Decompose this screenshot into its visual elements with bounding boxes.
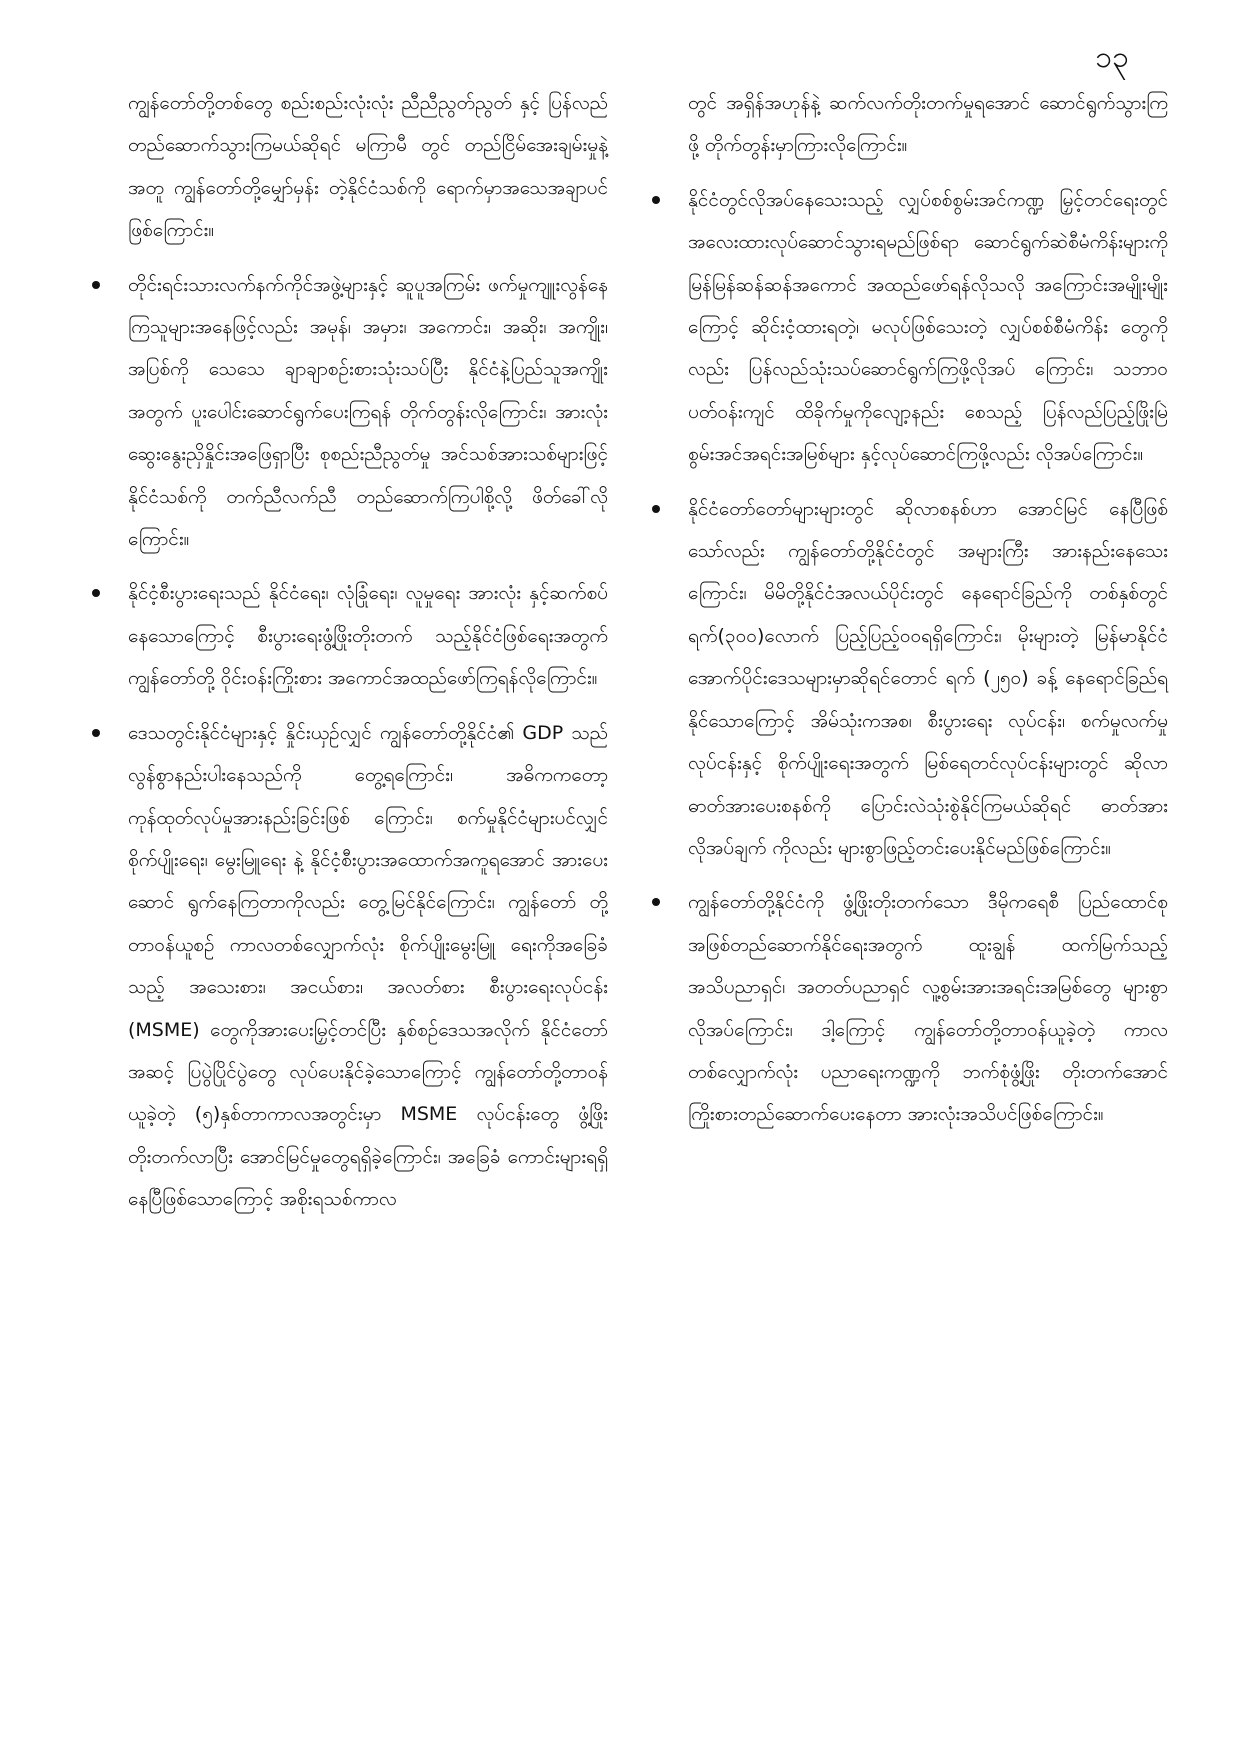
text-line: ချာချာစဉ်းစားသုံးသပ်ပြီး နိုင်ငံနဲ့ပြည်သူအကျိုးအတွက်	[128, 358, 608, 423]
text-line: နေရောင်ခြည်ရနိုင်သောကြောင့် အိမ်သုံးကအစ၊ စီးပွားရေး	[688, 667, 1168, 732]
text-line: တွင် တည်ငြိမ်အေးချမ်းမှုနဲ့အတူ ကျွန်တော်တို့မျှော်မှန်း	[128, 134, 608, 199]
text-line: နိုင်ငံတော်တော်များများတွင် ဆိုလာစနစ်ဟာ အောင်မြင်	[688, 497, 1088, 520]
text-line: မြှင့်တင်ရေးတွင် အလေးထားလုပ်ဆောင်သွားရမည်ဖြစ်ရာ	[688, 188, 1168, 254]
text-line: ဆိုင်းငံ့ထားရတဲ့၊ မလုပ်ဖြစ်သေးတဲ့ လျှပ်စစ်စီမံကိန်း	[751, 316, 1109, 339]
text-line: အင်သစ်အားသစ်များဖြင့် နိုင်ငံသစ်ကို တက်ညီလက်ညီ	[128, 443, 608, 508]
text-line: ဆောင်ရွက်ဆဲစီမံကိန်းများကို မြန်မြန်ဆန်ဆန်အကောင်	[688, 231, 1168, 296]
text-line: ရွက်နေကြတာကိုလည်း တွေ့မြင်နိုင်ကြောင်း၊ ကျွန်တော်	[187, 891, 577, 914]
page-number: ၁၃	[1095, 40, 1129, 75]
bullet-icon	[92, 281, 100, 289]
text-line: အဓိကကတော့ ကုန်ထုတ်လုပ်မှုအားနည်းခြင်းဖြစ်	[128, 764, 609, 829]
text-line: အားလုံးဆွေးနွေးညှိနှိုင်းအဖြေရှာပြီး စုစည်းညီညွတ်မှု	[128, 400, 608, 466]
text-line: နိုင်ငံ့စီးပွားရေးသည် နိုင်ငံရေး၊ လုံခြုံရေး၊ လူမှုရေး အားလုံး	[128, 582, 522, 605]
bullet-item	[128, 264, 608, 561]
bullet-icon	[652, 196, 660, 204]
text-line: သည့်နိုင်ငံဖြစ်ရေးအတွက် ကျွန်တော်တို့ ဝိုင်းဝန်းကြိုးစား	[128, 624, 608, 690]
text-line: လုပ်ပေးနိုင်ခဲ့သောကြောင့် ကျွန်တော်တို့တာဝန်ယူခဲ့တဲ့	[128, 1060, 608, 1126]
bullet-item	[128, 572, 608, 699]
text-line: အားနည်းနေသေးကြောင်း၊ မိမိတို့နိုင်ငံအလယ်ပိုင်းတွင်	[688, 540, 1168, 605]
text-line: လူ့စွမ်းအားအရင်းအမြစ်တွေ များစွာလိုအပ်ကြောင်း၊	[688, 976, 1168, 1041]
text-line: မြစ်ရေတင်လုပ်ငန်းများတွင် ဆိုလာဓာတ်အားပေးစနစ်ကို	[688, 752, 1168, 817]
text-line: ကိုလည်း များစွာဖြည့်တင်းပေးနိုင်မည်ဖြစ်ကြောင်း။	[772, 836, 1112, 859]
bullet-item	[688, 881, 1168, 1135]
text-line: GDP သည် လွန်စွာနည်းပါးနေသည်ကို တွေ့ရကြောင်း၊	[128, 721, 608, 787]
bullet-icon	[652, 898, 660, 906]
bullet-item	[688, 488, 1168, 870]
bullet-item	[688, 179, 1168, 476]
text-line: နေရောင်ခြည်ကို တစ်နှစ်တွင် ရက်(၃၀၀)လောက်	[688, 582, 1169, 647]
text-line: (၅)နှစ်တာကာလအတွင်းမှာ MSME လုပ်ငန်းတွေ ဖွံ့ဖြိုး	[194, 1103, 608, 1126]
bullet-icon	[92, 729, 100, 737]
text-line: ပြည်ထောင်စုအဖြစ်တည်ဆောက်နိုင်ရေးအတွက် ထူးချွန်	[688, 891, 1168, 956]
text-line: စေသည့် ပြန်လည်ပြည့်ဖြိုးမြဲ စွမ်းအင်အရင်းအမြစ်များ	[688, 400, 1168, 466]
text-line: ဒေသတွင်းနိုင်ငံများနှင့် နှိုင်းယှဉ်လျှင် ကျွန်တော်တို့နိုင်ငံ၏	[128, 721, 515, 744]
text-line: ပြောင်းလဲသုံးစွဲနိုင်ကြမယ်ဆိုရင် ဓာတ်အားလိုအပ်ချက်	[688, 794, 1169, 859]
text-line: တွင် အရှိန်အဟုန်နဲ့ ဆက်လက်တိုးတက်မှုရအောင်	[688, 92, 1031, 114]
text-line: ကောင်းများရရှိနေပြီဖြစ်သောကြောင့် အစိုးရသစ်ကာလ	[128, 1145, 608, 1211]
text-line: ကြောင်း၊ သဘာဝပတ်ဝန်းကျင် ထိခိုက်မှုကိုလျော့နည်း	[688, 358, 1168, 423]
text-line: ပြည့်ပြည့်ဝဝရရှိကြောင်း၊ မိုးများတဲ့ မြန်မာနိုင်ငံ	[835, 624, 1168, 647]
text-line: ရေးကိုအခြေခံသည့် အသေးစား၊ အငယ်စား၊ အလတ်စား	[128, 933, 608, 999]
text-line: တိုင်းရင်းသားလက်နက်ကိုင်အဖွဲ့များနှင့် ဆူပူအကြမ်း	[128, 273, 481, 296]
text-line: အမှား၊ အကောင်း၊ အဆိုး၊ အကျိုး၊ အပြစ်ကို သေသေ	[128, 316, 609, 381]
text-line: နဲ့ နိုင်ငံ့စီးပွားအထောက်အကူရအောင် အားပေးဆောင်	[128, 848, 609, 914]
left-continuation-paragraph	[128, 82, 608, 252]
text-line: တည်ဆောက်ကြပါစို့လို့ ဖိတ်ခေါ်လိုကြောင်း။	[128, 485, 608, 551]
text-line: အောက်ပိုင်းဒေသများမှာဆိုရင်တောင် ရက် (၂၅၀) ခန့်	[688, 667, 1058, 690]
text-line: တိုးတက်အောင် ကြိုးစားတည်ဆောက်ပေးနေတာ	[688, 1060, 1168, 1126]
text-line: လုပ်ငန်း၊ စက်မှုလက်မှုလုပ်ငန်းနှင့် စိုက်ပျိုးရေးအတွက်	[688, 709, 1168, 775]
text-line: တစ်လျှောက်လုံး ပညာရေးကဏ္ဍကို ဘက်စုံဖွံ့ဖြိုး	[688, 1060, 1040, 1083]
text-line: ကြောင်း၊ စက်မှုနိုင်ငံများပင်လျှင် စိုက်ပျိုးရေး၊ မွေးမြူရေး	[128, 806, 608, 871]
text-line: ဖက်မှုကျူးလွန်နေကြသူများအနေဖြင့်လည်း အမုန်၊	[128, 273, 608, 339]
text-line: နေပြီဖြစ်သော်လည်း ကျွန်တော်တို့နိုင်ငံတွင် အများကြီး	[688, 497, 1168, 563]
text-line: နှင့်ဆက်စပ်နေသောကြောင့် စီးပွားရေးဖွံ့ဖြိုးတိုးတက်	[128, 582, 608, 647]
text-line: တိုးတက်လာပြီး အောင်မြင်မှုတွေရရှိခဲ့ကြောင်း၊ အခြေခံ	[128, 1145, 501, 1168]
bullet-item	[128, 712, 608, 1221]
text-line: ပူးပေါင်းဆောင်ရွက်ပေးကြရန် တိုက်တွန်းလိုကြောင်း၊	[191, 400, 547, 423]
text-line: အထည်ဖော်ရန်လိုသလို အကြောင်းအမျိုးမျိုးကြောင့်	[688, 273, 1168, 339]
text-line: ကျွန်တော်တို့နိုင်ငံကို ဖွံ့ဖြိုးတိုးတက်သော ဒီမိုကရေစီ	[688, 891, 1059, 914]
bullet-icon	[652, 505, 660, 513]
text-line: နှစ်စဉ်ဒေသအလိုက် နိုင်ငံတော်အဆင့် ပြပွဲပြိုင်ပွဲတွေ	[128, 1018, 608, 1083]
bullet-icon	[92, 589, 100, 597]
text-line: စီးပွားရေးလုပ်ငန်း (MSME) တွေကိုအားပေးမြှင့်တင်ပြီး	[128, 976, 608, 1041]
text-line: နှင့်လုပ်ဆောင်ကြဖို့လည်း လိုအပ်ကြောင်း။	[860, 443, 1144, 466]
text-line: တဲ့နိုင်ငံသစ်ကို ရောက်မှာအသေအချာပင်ဖြစ်ကြောင်း။	[128, 176, 608, 242]
text-line: ကျွန်တော်တို့တစ်တွေ စည်းစည်းလုံးလုံး ညီညီညွတ်ညွတ်	[128, 92, 512, 114]
text-line: အကောင်အထည်ဖော်ကြရန်လိုကြောင်း။	[327, 667, 598, 690]
text-line: တို့တာဝန်ယူစဉ် ကာလတစ်လျှောက်လုံး စိုက်ပျိုးမွေးမြူ	[128, 891, 609, 956]
right-continuation-paragraph	[688, 82, 1168, 167]
text-line: တွေကိုလည်း ပြန်လည်သုံးသပ်ဆောင်ရွက်ကြဖို့လိုအပ်	[688, 316, 1168, 381]
text-line: ဒါ့ကြောင့် ကျွန်တော်တို့တာဝန်ယူခဲ့တဲ့ ကာလ	[821, 1018, 1168, 1041]
text-line: နှင့် ပြန်လည်တည်ဆောက်သွားကြမယ်ဆိုရင် မကြာမီ	[128, 92, 608, 157]
right-column	[688, 82, 1168, 1136]
text-line: နိုင်ငံတွင်လိုအပ်နေသေးသည့် လျှပ်စစ်စွမ်းအင်ကဏ္ဍ	[688, 188, 1045, 211]
text-line: အားလုံးအသိပင်ဖြစ်ကြောင်း။	[907, 1103, 1104, 1126]
left-column	[128, 82, 608, 1221]
text-line: ထက်မြက်သည့် အသိပညာရှင်၊ အတတ်ပညာရှင်	[688, 933, 1169, 999]
text-line: ဆောင်ရွက်သွားကြဖို့ တိုက်တွန်းမှာကြားလိုကြောင်း။	[688, 92, 1168, 157]
